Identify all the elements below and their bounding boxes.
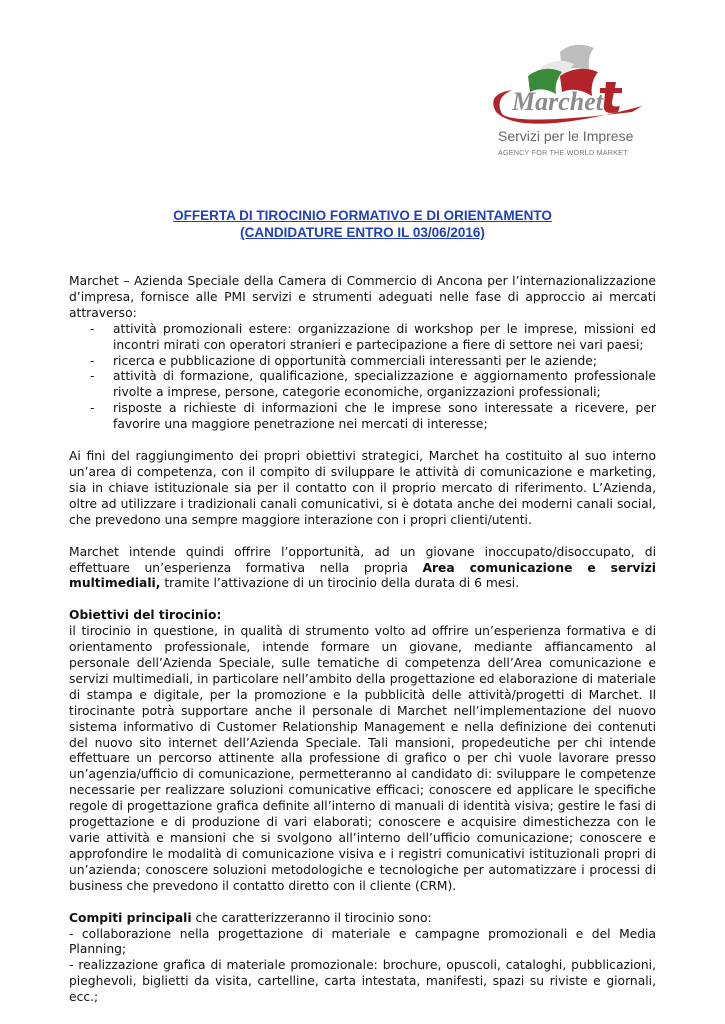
objectives-paragraph: Ai fini del raggiungimento dei propri obiettivi strategici, Marchet ha costituito al suo interno un’area di competenza, con il compito di sviluppare le attività di comunicazione e marketing, sia in chiave istituzionale sia per il contatto con il proprio mercato di riferimento. L’Azienda, oltre ad utilizzare i tradizionali canali comunicativi, si è dotata anche dei moderni canali social, che prevedono una sempre maggiore interazione con i propri clienti/utenti.: [69, 449, 656, 527]
offer-text: Marchet intende quindi offrire l’opportunità, ad un giovane inoccupato/disoccupato, di effettuare un’esperienza formativa nella propria: [69, 544, 656, 575]
intro-paragraph: Marchet – Azienda Speciale della Camera di Commercio di Ancona per l’internazionalizzazione d’impresa, fornisce alle PMI servizi e strumenti adeguati nelle fase di approccio ai mercati attraverso:: [69, 274, 656, 320]
list-item: - attività promozionali estere: organizzazione di workshop per le imprese, missioni ed incontri mirati con operatori stranieri e partecipazione a fiere di settore nei vari paesi;: [69, 322, 656, 354]
compiti-heading-line: [69, 911, 656, 927]
compiti-heading: Compiti principali: [69, 910, 192, 925]
services-list: [69, 322, 656, 433]
offer-paragraph: [69, 545, 656, 593]
obiettivi-paragraph: il tirocinio in questione, in qualità di strumento volto ad offrire un’esperienza formativa e di orientamento professionale, intende formare un giovane, mediante affiancamento al personale dell’Azienda Speciale, sulle tematiche di competenza dell’Area comunicazione e servizi multimediali, in particolare nell’ambito della progettazione ed elaborazione di materiale di stampa e digitale, per la promozione e la pubblicità delle attività/progetti di Marchet. Il tirocinante potrà supportare anche il personale di Marchet nell’implementazione del nuovo sistema informativo di Customer Relationship Management e nella definizione dei contenuti del nuovo sito internet dell’Azienda Speciale. Tali mansioni, propedeutiche per chi intende effettuare un percorso attinente alla professione di grafico o per chi vuole lavorare presso un’agenzia/ufficio di comunicazione, permetteranno al candidato di: sviluppare le competenze necessarie per realizzare soluzioni comunicative efficaci; conoscere ed applicare le specifiche regole di progettazione grafica definite all’interno di manuali di identità visiva; gestire le fasi di progettazione e di produzione di vari elaborati; conoscere e acquisire dimestichezza con le varie attività e mansioni che si svolgono all’interno dell’ufficio comunicazione; conoscere e approfondire le modalità di comunicazione visiva e i registri comunicativi istituzionali propri di un’azienda; conoscere soluzioni metodologiche e tecnologiche per automatizzare i processi di business che prevedono il contatto diretto con il cliente (CRM).: [69, 624, 656, 893]
compiti-heading-rest: che caratterizzeranno il tirocinio sono:: [191, 910, 432, 925]
logo-subtagline: AGENCY FOR THE WORLD MARKET: [498, 148, 628, 157]
page-title-line1: OFFERTA DI TIROCINIO FORMATIVO E DI ORIENTAMENTO: [173, 208, 552, 223]
offer-area: Area comunicazione e servizi multimediali,: [69, 560, 656, 591]
logo-tagline: Servizi per le Imprese: [498, 128, 634, 144]
document-body: [69, 274, 656, 1006]
obiettivi-heading: Obiettivi del tirocinio:: [69, 608, 222, 623]
list-item: - collaborazione nella progettazione di materiale e campagne promozionali e del Media Planning;: [69, 926, 656, 957]
page-title-line2: (CANDIDATURE ENTRO IL 03/06/2016): [240, 225, 485, 240]
marchet-logo-mark: [482, 42, 652, 127]
list-item: - realizzazione grafica di materiale promozionale: brochure, opuscoli, cataloghi, pubblicazioni, pieghevoli, biglietti da visita, cartelline, carta intestata, manifesti, spazi su riviste e giornali, ecc.;: [69, 958, 656, 1005]
logo-wordmark: Marchet: [512, 87, 603, 116]
list-item: - risposte a richieste di informazioni che le imprese sono interessate a ricevere, per favorire una maggiore penetrazione nei mercati di interesse;: [69, 401, 656, 433]
offer-text-end: tramite l’attivazione di un tirocinio della durata di 6 mesi.: [160, 576, 520, 591]
list-item: - ricerca e pubblicazione di opportunità commerciali interessanti per le aziende;: [69, 354, 656, 370]
list-item: - attività di formazione, qualificazione, specializzazione e aggiornamento professionale rivolte a imprese, persone, categorie economiche, organizzazioni professionali;: [69, 369, 656, 401]
marchet-logo: [482, 42, 652, 162]
